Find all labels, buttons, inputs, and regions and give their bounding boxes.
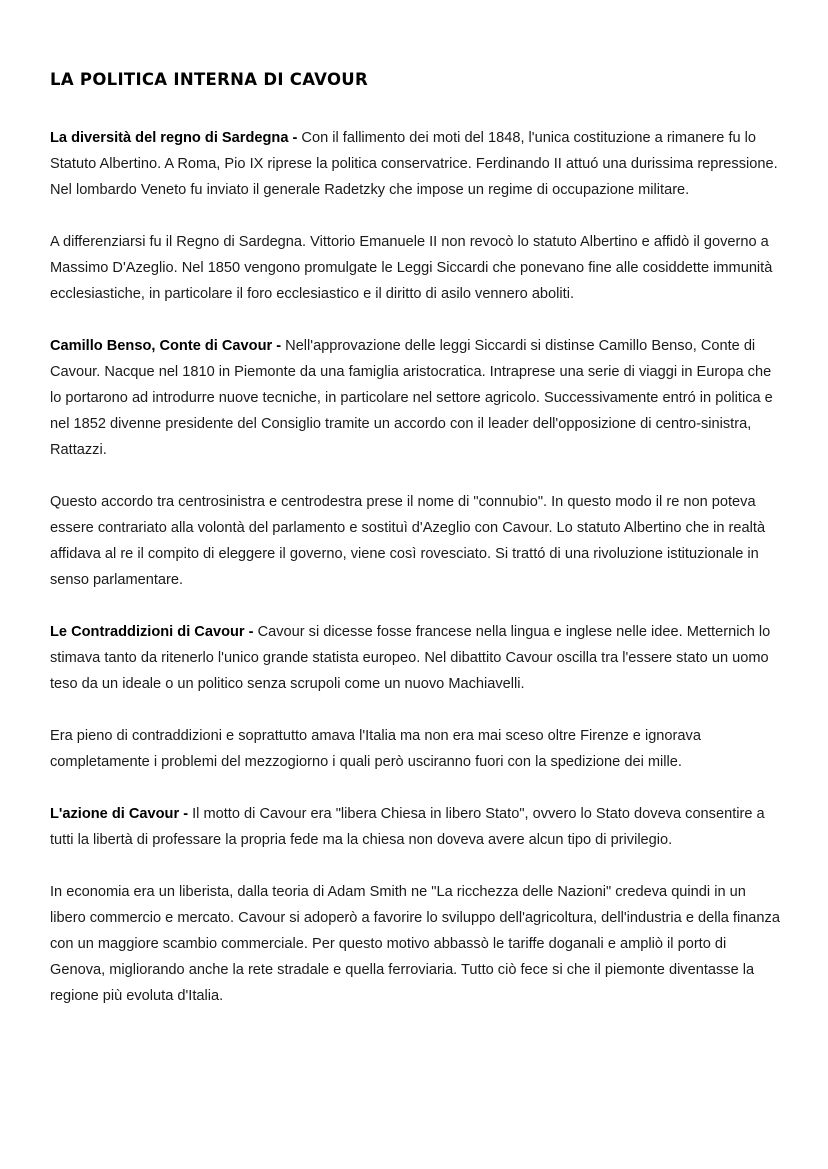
paragraph-text: Era pieno di contraddizioni e soprattutto amava l'Italia ma non era mai sceso oltre Firenze e ignorava completamente i problemi del mezzogiorno i quali però usciranno fuori con la spedizione dei mille. (50, 728, 701, 770)
section-heading: La diversità del regno di Sardegna - (50, 130, 298, 146)
document-page (50, 70, 782, 1035)
section-heading: Le Contraddizioni di Cavour - (50, 624, 254, 640)
paragraph-contraddizioni (50, 619, 782, 697)
paragraph-connubio (50, 489, 782, 593)
paragraph-text: Questo accordo tra centrosinistra e centrodestra prese il nome di "connubio". In questo modo il re non poteva essere contrariato alla volontà del parlamento e sostituì d'Azeglio con Cavour. Lo statuto Albertino che in realtà affidava al re il compito di eleggere il governo, viene così rovesciato. Si trattó di una rivoluzione istituzionale in senso parlamentare. (50, 494, 766, 588)
paragraph-italia (50, 723, 782, 775)
paragraph-text: Nell'approvazione delle leggi Siccardi si distinse Camillo Benso, Conte di Cavour. Nacque nel 1810 in Piemonte da una famiglia aristocratica. Intraprese una serie di viaggi in Europa che lo portarono ad introdurre nuove tecniche, in particolare nel settore agricolo. Successivamente entró in politica e nel 1852 divenne presidente del Consiglio tramite un accordo con il leader dell'opposizione di centro-sinistra, Rattazzi. (50, 338, 773, 458)
section-heading: L'azione di Cavour - (50, 806, 189, 822)
paragraph-text: In economia era un liberista, dalla teoria di Adam Smith ne "La ricchezza delle Nazioni" credeva quindi in un libero commercio e mercato. Cavour si adoperò a favorire lo sviluppo dell'agricoltura, dell'industria e della finanza con un maggiore scambio commerciale. Per questo motivo abbassò le tariffe doganali e ampliò il porto di Genova, migliorando anche la rete stradale e quella ferroviaria. Tutto ciò fece si che il piemonte diventasse la regione più evoluta d'Italia. (50, 884, 780, 1004)
paragraph-text: A differenziarsi fu il Regno di Sardegna. Vittorio Emanuele II non revocò lo statuto Albertino e affidò il governo a Massimo D'Azeglio. Nel 1850 vengono promulgate le Leggi Siccardi che ponevano fine alle cosiddette immunità ecclesiastiche, in particolare il foro ecclesiastico e il diritto di asilo vennero aboliti. (50, 234, 773, 302)
paragraph-text: Il motto di Cavour era "libera Chiesa in libero Stato", ovvero lo Stato doveva consentire a tutti la libertà di professare la propria fede ma la chiesa non doveva avere alcun tipo di privilegio. (50, 806, 765, 848)
paragraph-differenziarsi (50, 229, 782, 307)
paragraph-text: Cavour si dicesse fosse francese nella lingua e inglese nelle idee. Metternich lo stimava tanto da ritenerlo l'unico grande statista europeo. Nel dibattito Cavour oscilla tra l'essere stato un uomo teso da un ideale o un politico senza scrupoli come un nuovo Machiavelli. (50, 624, 771, 692)
section-heading: Camillo Benso, Conte di Cavour - (50, 338, 282, 354)
paragraph-economia (50, 879, 782, 1009)
document-title: LA POLITICA INTERNA DI CAVOUR (50, 70, 368, 89)
paragraph-regno-sardegna (50, 125, 782, 203)
paragraph-camillo-benso (50, 333, 782, 463)
paragraph-text: Con il fallimento dei moti del 1848, l'unica costituzione a rimanere fu lo Statuto Albertino. A Roma, Pio IX riprese la politica conservatrice. Ferdinando II attuó una durissima repressione. Nel lombardo Veneto fu inviato il generale Radetzky che impose un regime di occupazione militare. (50, 130, 778, 198)
paragraph-azione (50, 801, 782, 853)
